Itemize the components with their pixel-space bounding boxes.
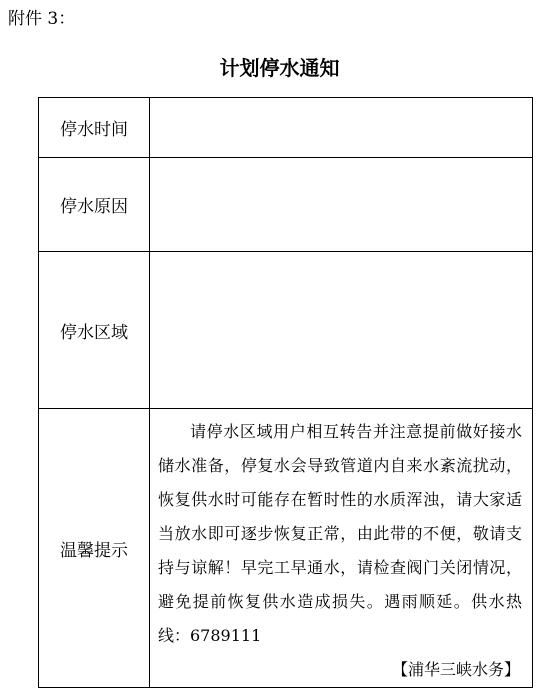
row-outage-area xyxy=(39,252,533,409)
outage-area-value xyxy=(150,252,533,409)
outage-time-label: 停水时间 xyxy=(39,98,150,158)
notice-title: 计划停水通知 xyxy=(219,56,340,80)
outage-reason-value xyxy=(150,158,533,252)
tips-text: 请停水区域用户相互转告并注意提前做好接水储水准备，停复水会导致管道内自来水紊流扰动，恢复供水时可能存在暂时性的水质浑浊，请大家适当放水即可逐步恢复正常，由此带的不便，敬请支持与谅解！早完工早通水，请检查阀门关闭情况，避免提前恢复供水造成损失。遇雨顺延。供水热线：6789111 xyxy=(158,422,522,645)
row-tips xyxy=(39,409,533,688)
row-outage-time xyxy=(39,98,533,158)
notice-table xyxy=(38,97,533,688)
outage-area-label: 停水区域 xyxy=(39,252,150,409)
signature: 【浦华三峡水务】 xyxy=(391,660,520,679)
attachment-label: 附件 3： xyxy=(8,9,76,29)
tips-cell xyxy=(150,409,533,688)
outage-time-value xyxy=(150,98,533,158)
tips-label: 温馨提示 xyxy=(39,409,150,688)
outage-reason-label: 停水原因 xyxy=(39,158,150,252)
row-outage-reason xyxy=(39,158,533,252)
